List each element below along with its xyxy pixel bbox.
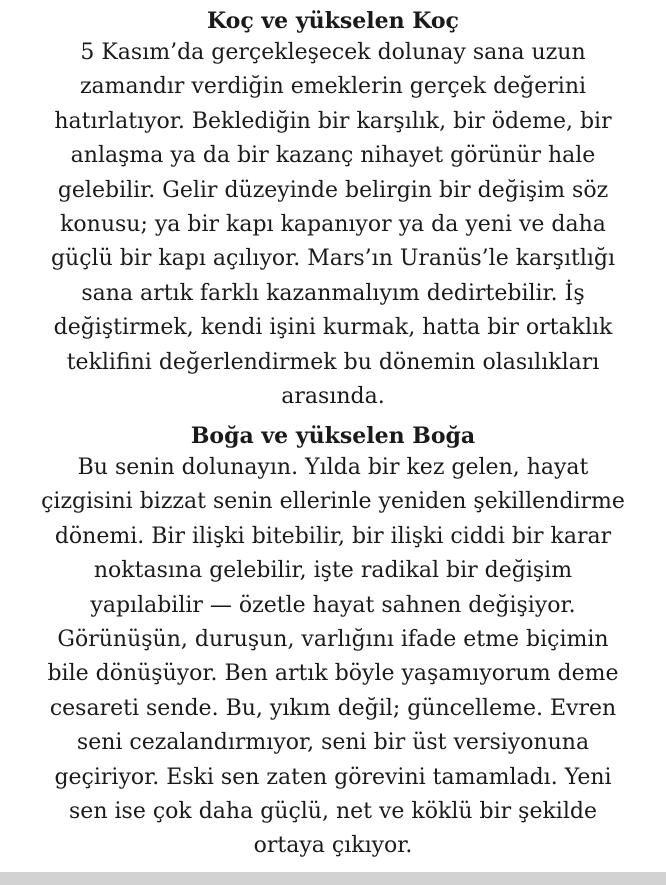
body-line: 5 Kasım’da gerçekleşecek dolunay sana uzun xyxy=(80,40,586,65)
body-line: geçiriyor. Eski sen zaten görevini tamamladı. Yeni xyxy=(54,764,612,790)
body-line: gelebilir. Gelir düzeyinde belirgin bir değişim söz xyxy=(57,177,609,203)
body-line: cesareti sende. Bu, yıkım değil; güncelleme. Evren xyxy=(49,695,617,721)
body-line: bile dönüşüyor. Ben artık böyle yaşamıyorum deme xyxy=(47,661,619,687)
body-line: arasında. xyxy=(281,383,385,409)
body-line: değiştirmek, kendi işini kurmak, hatta bir ortaklık xyxy=(53,315,613,341)
body-line: ortaya çıkıyor. xyxy=(253,833,413,859)
section-heading: Koç ve yükselen Koç xyxy=(207,8,459,34)
body-line: anlaşma ya da bir kazanç nihayet görünür hale xyxy=(70,143,596,169)
body-line: noktasına gelebilir, işte radikal bir değişim xyxy=(93,558,573,584)
body-line: yapılabilir — özetle hayat sahnen değişiyor. xyxy=(90,592,576,618)
body-line: Görünüşün, duruşun, varlığını ifade etme biçimin xyxy=(57,626,609,652)
body-line: çizgisini bizzat senin ellerinle yeniden şekillendirme xyxy=(41,489,625,515)
body-line: dönemi. Bir ilişki bitebilir, bir ilişki ciddi bir karar xyxy=(54,523,612,549)
section-koc xyxy=(0,6,666,414)
body-line: konusu; ya bir kapı kapanıyor ya da yeni ve daha xyxy=(60,211,606,237)
body-line: sen ise çok daha güçlü, net ve köklü bir şekilde xyxy=(69,798,597,824)
body-line: seni cezalandırmıyor, seni bir üst versiyonuna xyxy=(76,730,590,756)
body-line: sana artık farklı kazanmalıyım dedirtebilir. İş xyxy=(81,280,585,306)
section-heading: Boğa ve yükselen Boğa xyxy=(190,423,476,449)
section-boga xyxy=(0,421,666,864)
body-line: hatırlatıyor. Beklediğin bir karşılık, bir ödeme, bir xyxy=(54,108,612,134)
body-line: teklifini değerlendirmek bu dönemin olasılıkları xyxy=(66,349,600,375)
body-line: Bu senin dolunayın. Yılda bir kez gelen, hayat xyxy=(77,455,589,480)
body-line: güçlü bir kapı açılıyor. Mars’ın Uranüs’le karşıtlığı xyxy=(50,246,616,272)
body-line: zamandır verdiğin emeklerin gerçek değerini xyxy=(79,74,587,100)
